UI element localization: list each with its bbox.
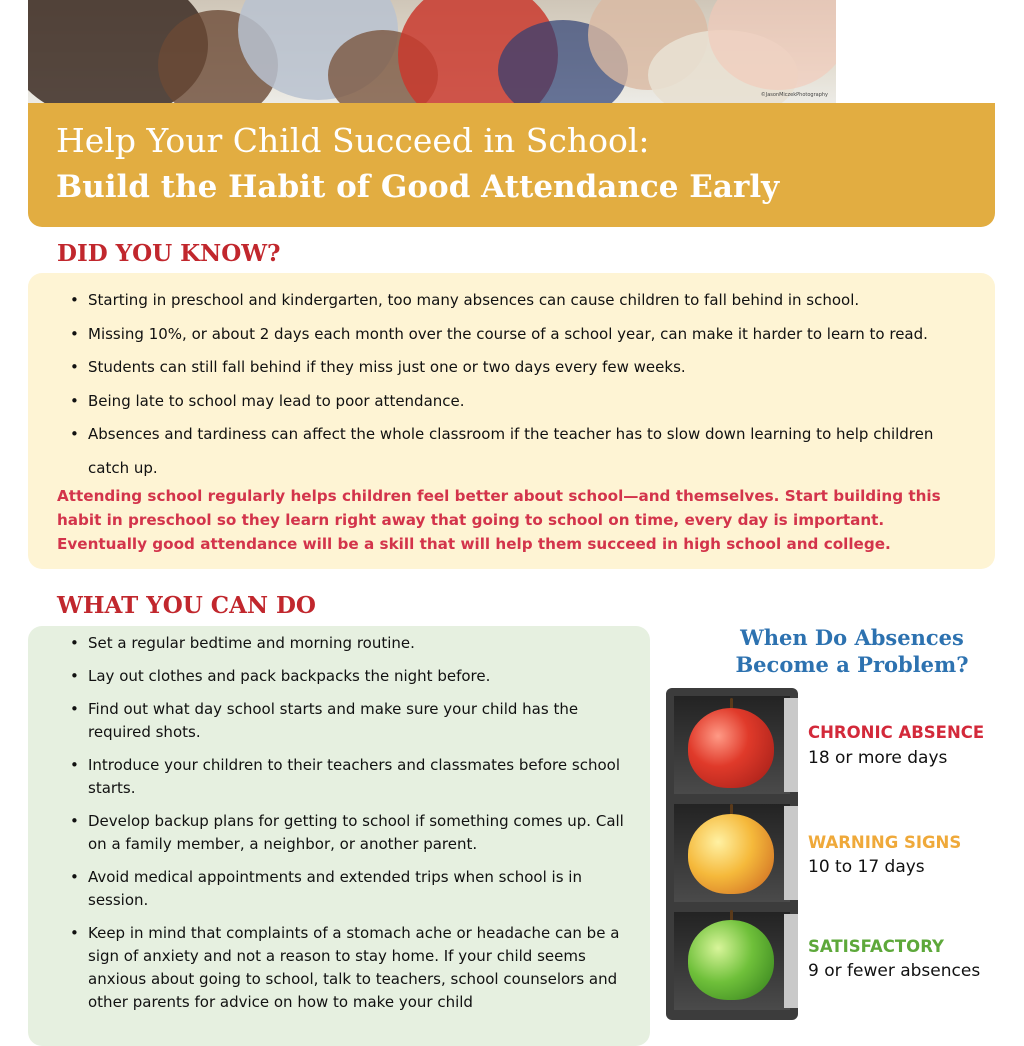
satisfactory-detail: 9 or fewer absences xyxy=(808,961,981,981)
list-item: • Missing 10%, or about 2 days each month over the course of a school year, can make it harder to learn to read. xyxy=(58,318,978,352)
title-banner xyxy=(28,103,995,227)
green-apple-icon xyxy=(688,920,774,1000)
list-item: • Lay out clothes and pack backpacks the night before. xyxy=(58,665,638,688)
red-apple-icon xyxy=(688,708,774,788)
traffic-light-cell-green xyxy=(674,912,790,1010)
list-item: • Being late to school may lead to poor attendance. xyxy=(58,385,978,419)
photo-credit: ©JasonMiczekPhotography xyxy=(760,92,828,98)
absences-title-line1: When Do Absences xyxy=(740,625,964,650)
chronic-absence-label: CHRONIC ABSENCE xyxy=(808,723,985,742)
absences-title xyxy=(712,624,992,678)
yellow-apple-icon xyxy=(688,814,774,894)
did-you-know-list xyxy=(58,284,978,485)
list-item: • Students can still fall behind if they miss just one or two days every few weeks. xyxy=(58,351,978,385)
satisfactory-label: SATISFACTORY xyxy=(808,937,944,956)
did-you-know-heading: DID YOU KNOW? xyxy=(57,240,281,267)
list-item: • Absences and tardiness can affect the whole classroom if the teacher has to slow down learning to help children catch up. xyxy=(58,418,938,485)
banner-title-line2: Build the Habit of Good Attendance Early xyxy=(56,169,780,205)
list-item: • Keep in mind that complaints of a stomach ache or headache can be a sign of anxiety and not a reason to stay home. If your child seems anxious about going to school, talk to teachers, school counselors and other parents for advice on how to make your child xyxy=(58,922,638,1014)
chronic-absence-detail: 18 or more days xyxy=(808,748,948,768)
list-item: • Starting in preschool and kindergarten, too many absences can cause children to fall behind in school. xyxy=(58,284,978,318)
warning-signs-label: WARNING SIGNS xyxy=(808,833,962,852)
traffic-light-cell-yellow xyxy=(674,804,790,902)
traffic-light-hood xyxy=(784,914,798,1008)
list-item: • Introduce your children to their teachers and classmates before school starts. xyxy=(58,754,638,800)
warning-signs-detail: 10 to 17 days xyxy=(808,857,925,877)
traffic-light xyxy=(666,688,798,1020)
list-item: • Avoid medical appointments and extended trips when school is in session. xyxy=(58,866,638,912)
list-item: • Develop backup plans for getting to school if something comes up. Call on a family member, a neighbor, or another parent. xyxy=(58,810,638,856)
list-item: • Set a regular bedtime and morning routine. xyxy=(58,632,638,655)
list-item: • Find out what day school starts and make sure your child has the required shots. xyxy=(58,698,638,744)
attendance-highlight: Attending school regularly helps children feel better about school—and themselves. Start building this habit in preschool so they learn right away that going to school on time, every day is important. Eventually good attendance will be a skill that will help them succeed in high school and college. xyxy=(57,487,941,553)
traffic-light-hood xyxy=(784,806,798,900)
header-photo xyxy=(28,0,836,103)
what-you-can-do-list xyxy=(58,632,638,1024)
absences-title-line2: Become a Problem? xyxy=(735,652,969,677)
traffic-light-hood xyxy=(784,698,798,792)
traffic-light-cell-red xyxy=(674,696,790,794)
what-you-can-do-heading: WHAT YOU CAN DO xyxy=(57,592,316,619)
banner-title-line1: Help Your Child Succeed in School: xyxy=(56,121,650,160)
